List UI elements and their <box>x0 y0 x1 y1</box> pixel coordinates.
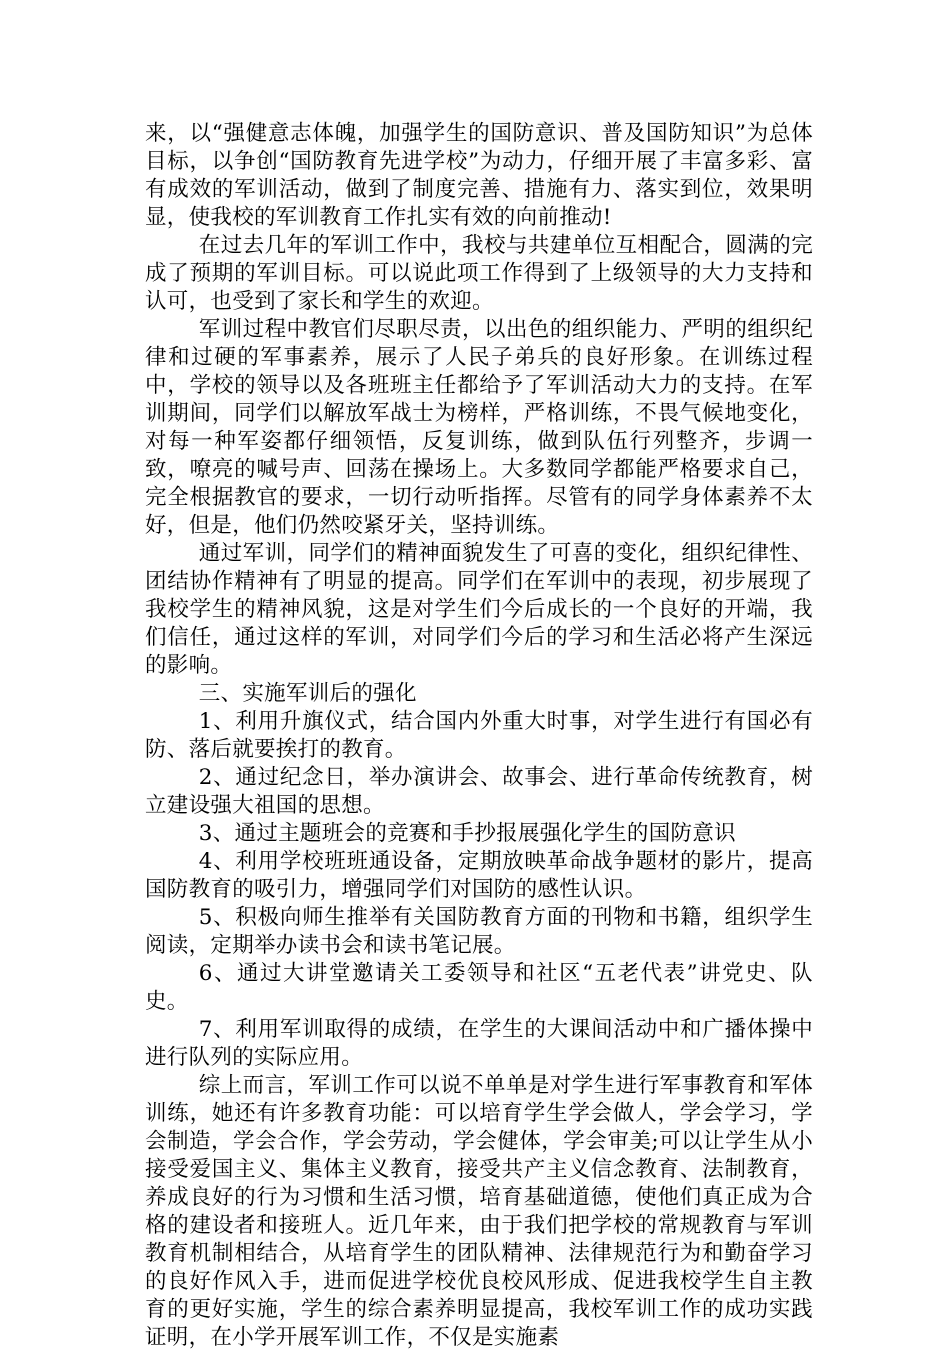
document-page <box>145 120 813 1352</box>
list-item-4: 4、利用学校班班通设备，定期放映革命战争题材的影片，提高国防教育的吸引力，增强同学们对国防的感性认识。 <box>145 849 813 902</box>
list-item-7: 7、利用军训取得的成绩，在学生的大课间活动中和广播体操中进行队列的实际应用。 <box>145 1017 813 1070</box>
paragraph-training-results: 通过军训，同学们的精神面貌发生了可喜的变化，组织纪律性、团结协作精神有了明显的提高。同学们在军训中的表现，初步展现了我校学生的精神风貌，这是对学生们今后成长的一个良好的开端，我们信任，通过这样的军训，对同学们今后的学习和生活必将产生深远的影响。 <box>145 541 813 678</box>
section-heading: 三、实施军训后的强化 <box>198 681 417 706</box>
list-item-3: 3、通过主题班会的竞赛和手抄报展强化学生的国防意识 <box>198 821 736 846</box>
list-item-2: 2、通过纪念日，举办演讲会、故事会、进行革命传统教育，树立建设强大祖国的思想。 <box>145 765 813 818</box>
paragraph-summary: 综上而言，军训工作可以说不单单是对学生进行军事教育和军体训练，她还有许多教育功能：可以培育学生学会做人，学会学习，学会制造，学会合作，学会劳动，学会健体，学会审美;可以让学生从小接受爱国主义、集体主义教育，接受共产主义信念教育、法制教育，养成良好的行为习惯和生活习惯，培育基础道德，使他们真正成为合格的建设者和接班人。近几年来，由于我们把学校的常规教育与军训教育机制相结合，从培育学生的团队精神、法律规范行为和勤奋学习的良好作风入手，进而促进学校优良校风形成、促进我校学生自主教育的更好实施，学生的综合素养明显提高，我校军训工作的成功实践证明，在小学开展军训工作，不仅是实施素 <box>145 1073 813 1350</box>
list-item-6: 6、通过大讲堂邀请关工委领导和社区“五老代表”讲党史、队史。 <box>145 961 813 1014</box>
list-item-5: 5、积极向师生推举有关国防教育方面的刊物和书籍，组织学生阅读，定期举办读书会和读书笔记展。 <box>145 905 813 958</box>
paragraph-continuation: 来，以“强健意志体魄，加强学生的国防意识、普及国防知识”为总体目标，以争创“国防教育先进学校”为动力，仔细开展了丰富多彩、富有成效的军训活动，做到了制度完善、措施有力、落实到位，效果明显，使我校的军训教育工作扎实有效的向前推动! <box>145 121 813 230</box>
paragraph-cooperation: 在过去几年的军训工作中，我校与共建单位互相配合，圆满的完成了预期的军训目标。可以说此项工作得到了上级领导的大力支持和认可，也受到了家长和学生的欢迎。 <box>145 233 813 314</box>
paragraph-training-process: 军训过程中教官们尽职尽责，以出色的组织能力、严明的组织纪律和过硬的军事素养，展示了人民子弟兵的良好形象。在训练过程中，学校的领导以及各班班主任都给予了军训活动大力的支持。在军训期间，同学们以解放军战士为榜样，严格训练，不畏气候地变化，对每一种军姿都仔细领悟，反复训练，做到队伍行列整齐，步调一致，嘹亮的喊号声、回荡在操场上。大多数同学都能严格要求自己，完全根据教官的要求，一切行动听指挥。尽管有的同学身体素养不太好，但是，他们仍然咬紧牙关，坚持训练。 <box>145 317 813 538</box>
list-item-1: 1、利用升旗仪式，结合国内外重大时事，对学生进行有国必有防、落后就要挨打的教育。 <box>145 709 813 762</box>
